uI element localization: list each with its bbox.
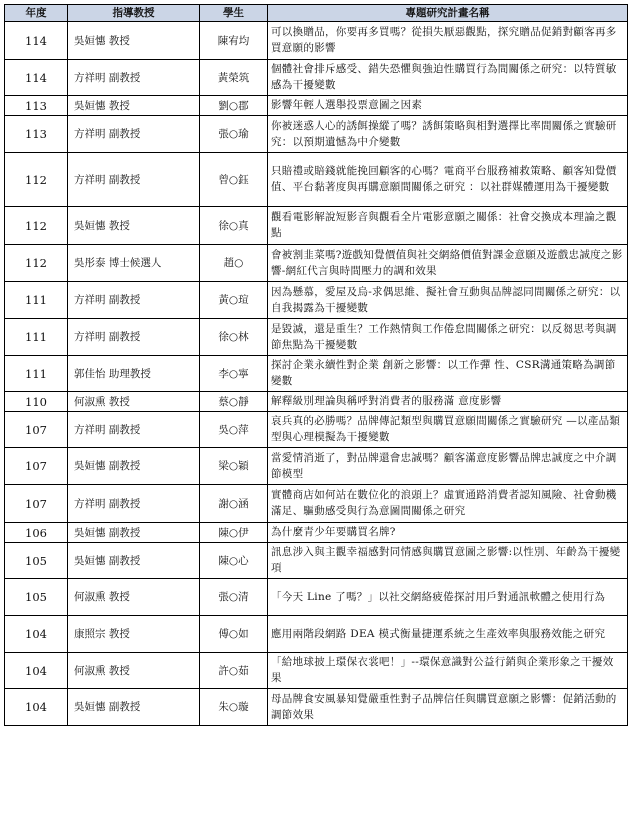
cell-title: 是毀滅，還是重生？工作熱情與工作倦怠間關係之研究：以反芻思考與調節焦點為干擾變數 bbox=[268, 319, 628, 356]
table-row bbox=[5, 245, 628, 282]
cell-year: 111 bbox=[5, 356, 68, 392]
cell-year: 112 bbox=[5, 207, 68, 245]
table-row bbox=[5, 412, 628, 448]
cell-professor: 康照宗 教授 bbox=[68, 616, 200, 653]
table-row bbox=[5, 653, 628, 689]
cell-title: 母品牌食安風暴知覺嚴重性對子品牌信任與購買意願之影響：促銷活動的調節效果 bbox=[268, 689, 628, 726]
cell-year: 111 bbox=[5, 319, 68, 356]
cell-title: 當愛情消逝了，對品牌還會忠誠嗎？顧客滿意度影響品牌忠誠度之中介調節模型 bbox=[268, 448, 628, 485]
cell-professor: 吳姮憓 教授 bbox=[68, 22, 200, 60]
cell-student: 徐○真 bbox=[200, 207, 268, 245]
table-row bbox=[5, 116, 628, 153]
cell-title: 應用兩階段網路 DEA 模式衡量捷運系統之生產效率與服務效能之研究 bbox=[268, 616, 628, 653]
cell-student: 張○瑜 bbox=[200, 116, 268, 153]
cell-title: 會被割韭菜嗎?遊戲知覺價值與社交網絡價值對課金意願及遊戲忠誠度之影響-網紅代言與時間壓力的調和效果 bbox=[268, 245, 628, 282]
table-row bbox=[5, 22, 628, 60]
cell-student: 傅○如 bbox=[200, 616, 268, 653]
table-row bbox=[5, 689, 628, 726]
header-row bbox=[5, 5, 628, 22]
table-row bbox=[5, 392, 628, 412]
cell-professor: 方祥明 副教授 bbox=[68, 485, 200, 523]
cell-student: 黃○瑄 bbox=[200, 282, 268, 319]
cell-title: 觀看電影解說短影音與觀看全片電影意願之關係：社會交換成本理論之觀點 bbox=[268, 207, 628, 245]
research-projects-table bbox=[4, 4, 628, 726]
cell-student: 劉○郡 bbox=[200, 96, 268, 116]
table-row bbox=[5, 448, 628, 485]
cell-title: 「今天 Line 了嗎？」以社交網絡疲倦探討用戶對通訊軟體之使用行為 bbox=[268, 579, 628, 616]
cell-student: 梁○穎 bbox=[200, 448, 268, 485]
cell-student: 張○清 bbox=[200, 579, 268, 616]
cell-title: 探討企業永續性對企業 創新之影響：以工作彈 性、CSR溝通策略為調節 變數 bbox=[268, 356, 628, 392]
cell-student: 趙○ bbox=[200, 245, 268, 282]
header-title: 專題研究計畫名稱 bbox=[268, 5, 628, 22]
cell-year: 113 bbox=[5, 96, 68, 116]
cell-title: 可以換贈品，你要再多買嗎？從損失厭惡觀點，探究贈品促銷對顧客再多買意願的影響 bbox=[268, 22, 628, 60]
cell-professor: 吳姮憓 副教授 bbox=[68, 543, 200, 579]
header-professor: 指導教授 bbox=[68, 5, 200, 22]
cell-student: 陳宥均 bbox=[200, 22, 268, 60]
cell-professor: 何淑熏 教授 bbox=[68, 653, 200, 689]
cell-student: 徐○林 bbox=[200, 319, 268, 356]
cell-student: 許○茹 bbox=[200, 653, 268, 689]
cell-student: 謝○涵 bbox=[200, 485, 268, 523]
cell-year: 107 bbox=[5, 485, 68, 523]
cell-professor: 方祥明 副教授 bbox=[68, 412, 200, 448]
cell-title: 個體社會排斥感受、錯失恐懼與強迫性購買行為間關係之研究：以特質敏感為干擾變數 bbox=[268, 60, 628, 96]
table-row bbox=[5, 282, 628, 319]
cell-year: 107 bbox=[5, 448, 68, 485]
cell-year: 110 bbox=[5, 392, 68, 412]
cell-title: 實體商店如何站在數位化的浪頭上？虛實通路消費者認知風險、社會動機滿足、驅動感受與行為意圖間關係之研究 bbox=[268, 485, 628, 523]
cell-year: 105 bbox=[5, 579, 68, 616]
cell-student: 陳○伊 bbox=[200, 523, 268, 543]
cell-year: 112 bbox=[5, 153, 68, 207]
cell-professor: 郭佳怡 助理教授 bbox=[68, 356, 200, 392]
cell-year: 105 bbox=[5, 543, 68, 579]
cell-professor: 方祥明 副教授 bbox=[68, 116, 200, 153]
cell-student: 黃榮筑 bbox=[200, 60, 268, 96]
cell-professor: 方祥明 副教授 bbox=[68, 282, 200, 319]
cell-title: 影響年輕人選舉投票意圖之因素 bbox=[268, 96, 628, 116]
cell-year: 104 bbox=[5, 689, 68, 726]
table-row bbox=[5, 579, 628, 616]
table-row bbox=[5, 207, 628, 245]
table-row bbox=[5, 96, 628, 116]
cell-professor: 吳姮憓 副教授 bbox=[68, 523, 200, 543]
table-row bbox=[5, 616, 628, 653]
cell-professor: 吳姮憓 副教授 bbox=[68, 448, 200, 485]
header-student: 學生 bbox=[200, 5, 268, 22]
cell-professor: 吳姮憓 教授 bbox=[68, 207, 200, 245]
cell-professor: 吳彤泰 博士候選人 bbox=[68, 245, 200, 282]
cell-year: 112 bbox=[5, 245, 68, 282]
table-row bbox=[5, 485, 628, 523]
table-row bbox=[5, 153, 628, 207]
cell-title: 訊息涉入與主觀幸福感對同情感與購買意圖之影響:以性別、年齡為干擾變項 bbox=[268, 543, 628, 579]
cell-title: 你被迷惑人心的誘餌操縱了嗎？誘餌策略與相對選擇比率間關係之實驗研究：以預期遺憾為中介變數 bbox=[268, 116, 628, 153]
cell-year: 107 bbox=[5, 412, 68, 448]
cell-student: 陳○心 bbox=[200, 543, 268, 579]
cell-title: 只賠禮或賠錢就能挽回顧客的心嗎？電商平台服務補救策略、顧客知覺價值、平台黏著度與再購意願間關係之研究 ：以社群媒體運用為干擾變數 bbox=[268, 153, 628, 207]
cell-year: 114 bbox=[5, 60, 68, 96]
cell-professor: 何淑熏 教授 bbox=[68, 392, 200, 412]
cell-title: 因為懸慕，愛屋及烏-求偶思維、擬社會互動與品牌認同間關係之研究：以自我揭露為干擾變數 bbox=[268, 282, 628, 319]
table-row bbox=[5, 543, 628, 579]
cell-title: 為什麼青少年要購買名牌? bbox=[268, 523, 628, 543]
cell-professor: 何淑熏 教授 bbox=[68, 579, 200, 616]
cell-student: 曾○鈺 bbox=[200, 153, 268, 207]
cell-title: 「給地球披上環保衣裳吧！」--環保意識對公益行銷與企業形象之干擾效果 bbox=[268, 653, 628, 689]
cell-professor: 吳姮憓 教授 bbox=[68, 96, 200, 116]
cell-professor: 方祥明 副教授 bbox=[68, 319, 200, 356]
cell-year: 111 bbox=[5, 282, 68, 319]
cell-year: 114 bbox=[5, 22, 68, 60]
cell-student: 朱○璇 bbox=[200, 689, 268, 726]
cell-year: 113 bbox=[5, 116, 68, 153]
cell-student: 蔡○靜 bbox=[200, 392, 268, 412]
table-row bbox=[5, 319, 628, 356]
table-row bbox=[5, 356, 628, 392]
cell-year: 106 bbox=[5, 523, 68, 543]
cell-title: 解釋級別理論與稱呼對消費者的服務滿 意度影響 bbox=[268, 392, 628, 412]
cell-year: 104 bbox=[5, 653, 68, 689]
table-row bbox=[5, 523, 628, 543]
table-row bbox=[5, 60, 628, 96]
cell-title: 哀兵真的必勝嗎？品牌傳記類型與購買意願間關係之實驗研究 —以產品類型與心理模擬為干擾變數 bbox=[268, 412, 628, 448]
cell-student: 吳○萍 bbox=[200, 412, 268, 448]
header-year: 年度 bbox=[5, 5, 68, 22]
cell-professor: 方祥明 副教授 bbox=[68, 153, 200, 207]
cell-professor: 吳姮憓 副教授 bbox=[68, 689, 200, 726]
cell-year: 104 bbox=[5, 616, 68, 653]
cell-student: 李○寧 bbox=[200, 356, 268, 392]
cell-professor: 方祥明 副教授 bbox=[68, 60, 200, 96]
